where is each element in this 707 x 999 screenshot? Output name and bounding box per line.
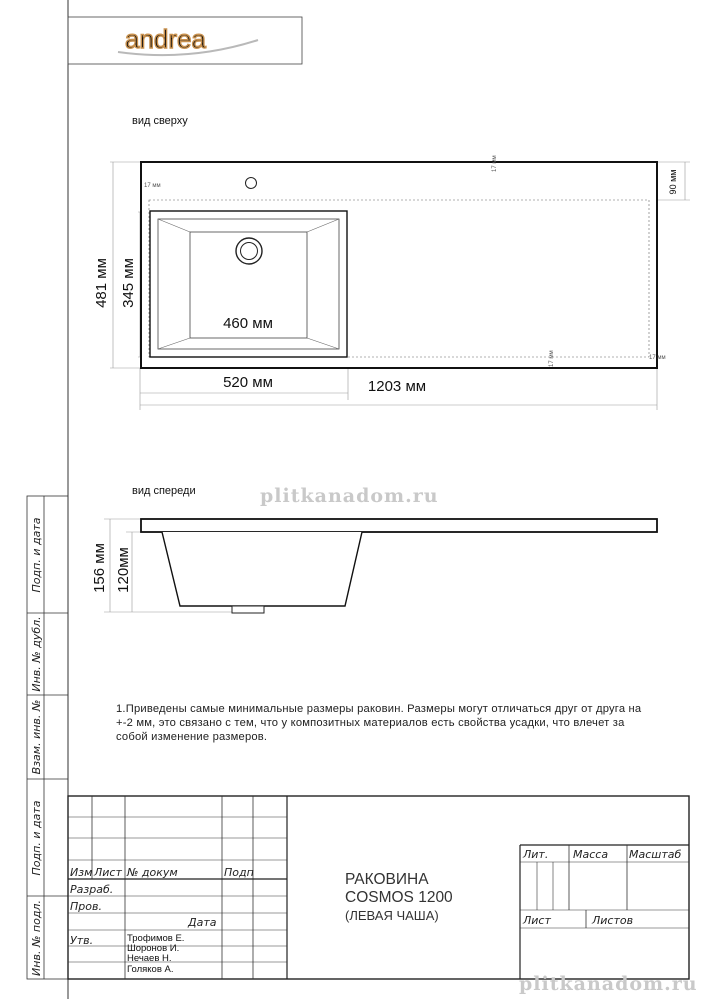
brand-logo: andrea	[125, 24, 206, 54]
stamp-vzam-inv: Взам. инв. №	[30, 699, 43, 775]
top-view	[93, 155, 690, 410]
tb-person-2: Шоронов И.	[127, 943, 180, 954]
dim-depth: 481 мм	[93, 258, 110, 308]
dim-bowl-length: 460 мм	[223, 315, 273, 332]
dim-bowl-outer: 520 мм	[223, 374, 273, 391]
tb-title-line-3: (ЛЕВАЯ ЧАША)	[345, 908, 439, 923]
title-block	[68, 796, 689, 979]
dim-bowl-width: 345 мм	[120, 258, 137, 308]
tb-label-podp: Подп	[224, 866, 254, 879]
front-view-label: вид спереди	[132, 485, 196, 497]
tb-label-sheets: Листов	[592, 914, 634, 927]
tap-hole	[246, 178, 257, 189]
front-bowl	[162, 532, 362, 606]
tb-label-utv: Утв.	[70, 934, 94, 947]
side-stamp-column	[27, 496, 68, 979]
tb-label-doc: № докум	[127, 866, 178, 879]
tb-label-sheet: Лист	[523, 914, 551, 927]
watermark-center: plitkanadom.ru	[260, 485, 439, 507]
stamp-podp-data-2: Подп. и дата	[30, 800, 43, 876]
dim-bowl-height: 120мм	[115, 547, 132, 593]
tb-label-data: Дата	[188, 916, 217, 929]
dim-back-edge: 90 мм	[668, 169, 678, 195]
stamp-inv-dubl: Инв. № дубл.	[30, 616, 43, 692]
watermark-bottom: plitkanadom.ru	[519, 973, 698, 995]
tb-person-3: Нечаев Н.	[127, 953, 172, 964]
tb-label-lit: Лит.	[523, 848, 549, 861]
stamp-inv-podl: Инв. № подл.	[30, 900, 43, 976]
drain-inner	[241, 243, 258, 260]
tb-title-line-2: COSMOS 1200	[345, 889, 453, 906]
dim-total-height: 156 мм	[91, 543, 108, 593]
tb-person-1: Трофимов Е.	[127, 933, 185, 944]
front-worktop	[141, 519, 657, 532]
front-drain	[232, 606, 264, 613]
dim-small-bottom: 17 мм	[549, 350, 555, 367]
tb-title-line-1: РАКОВИНА	[345, 871, 429, 888]
tb-label-izm: Изм	[70, 866, 93, 879]
tb-label-masshtab: Масштаб	[629, 848, 682, 861]
bowl-outer	[150, 211, 347, 357]
tb-person-4: Голяков А.	[127, 964, 174, 975]
dim-total-length: 1203 мм	[367, 378, 427, 395]
logo-box	[68, 17, 302, 64]
tb-label-massa: Масса	[573, 848, 609, 861]
stamp-podp-data-1: Подп. и дата	[30, 517, 43, 593]
dim-small-top: 17 мм	[492, 155, 498, 172]
front-view	[91, 519, 657, 613]
tb-label-razrab: Разраб.	[70, 883, 114, 896]
top-view-label: вид сверху	[132, 115, 188, 127]
dim-small-left: 17 мм	[144, 183, 161, 189]
dimension-note: 1.Приведены самые минимальные размеры раковин. Размеры могут отличаться друг от друга на +-2 мм, это связано с тем, что у композитных материалов есть свойства усадки, что влечет за собой изменение размеров.	[116, 703, 642, 743]
tb-label-list: Лист	[94, 866, 122, 879]
dim-small-right: 17 мм	[649, 355, 666, 361]
tb-label-prov: Пров.	[70, 900, 102, 913]
